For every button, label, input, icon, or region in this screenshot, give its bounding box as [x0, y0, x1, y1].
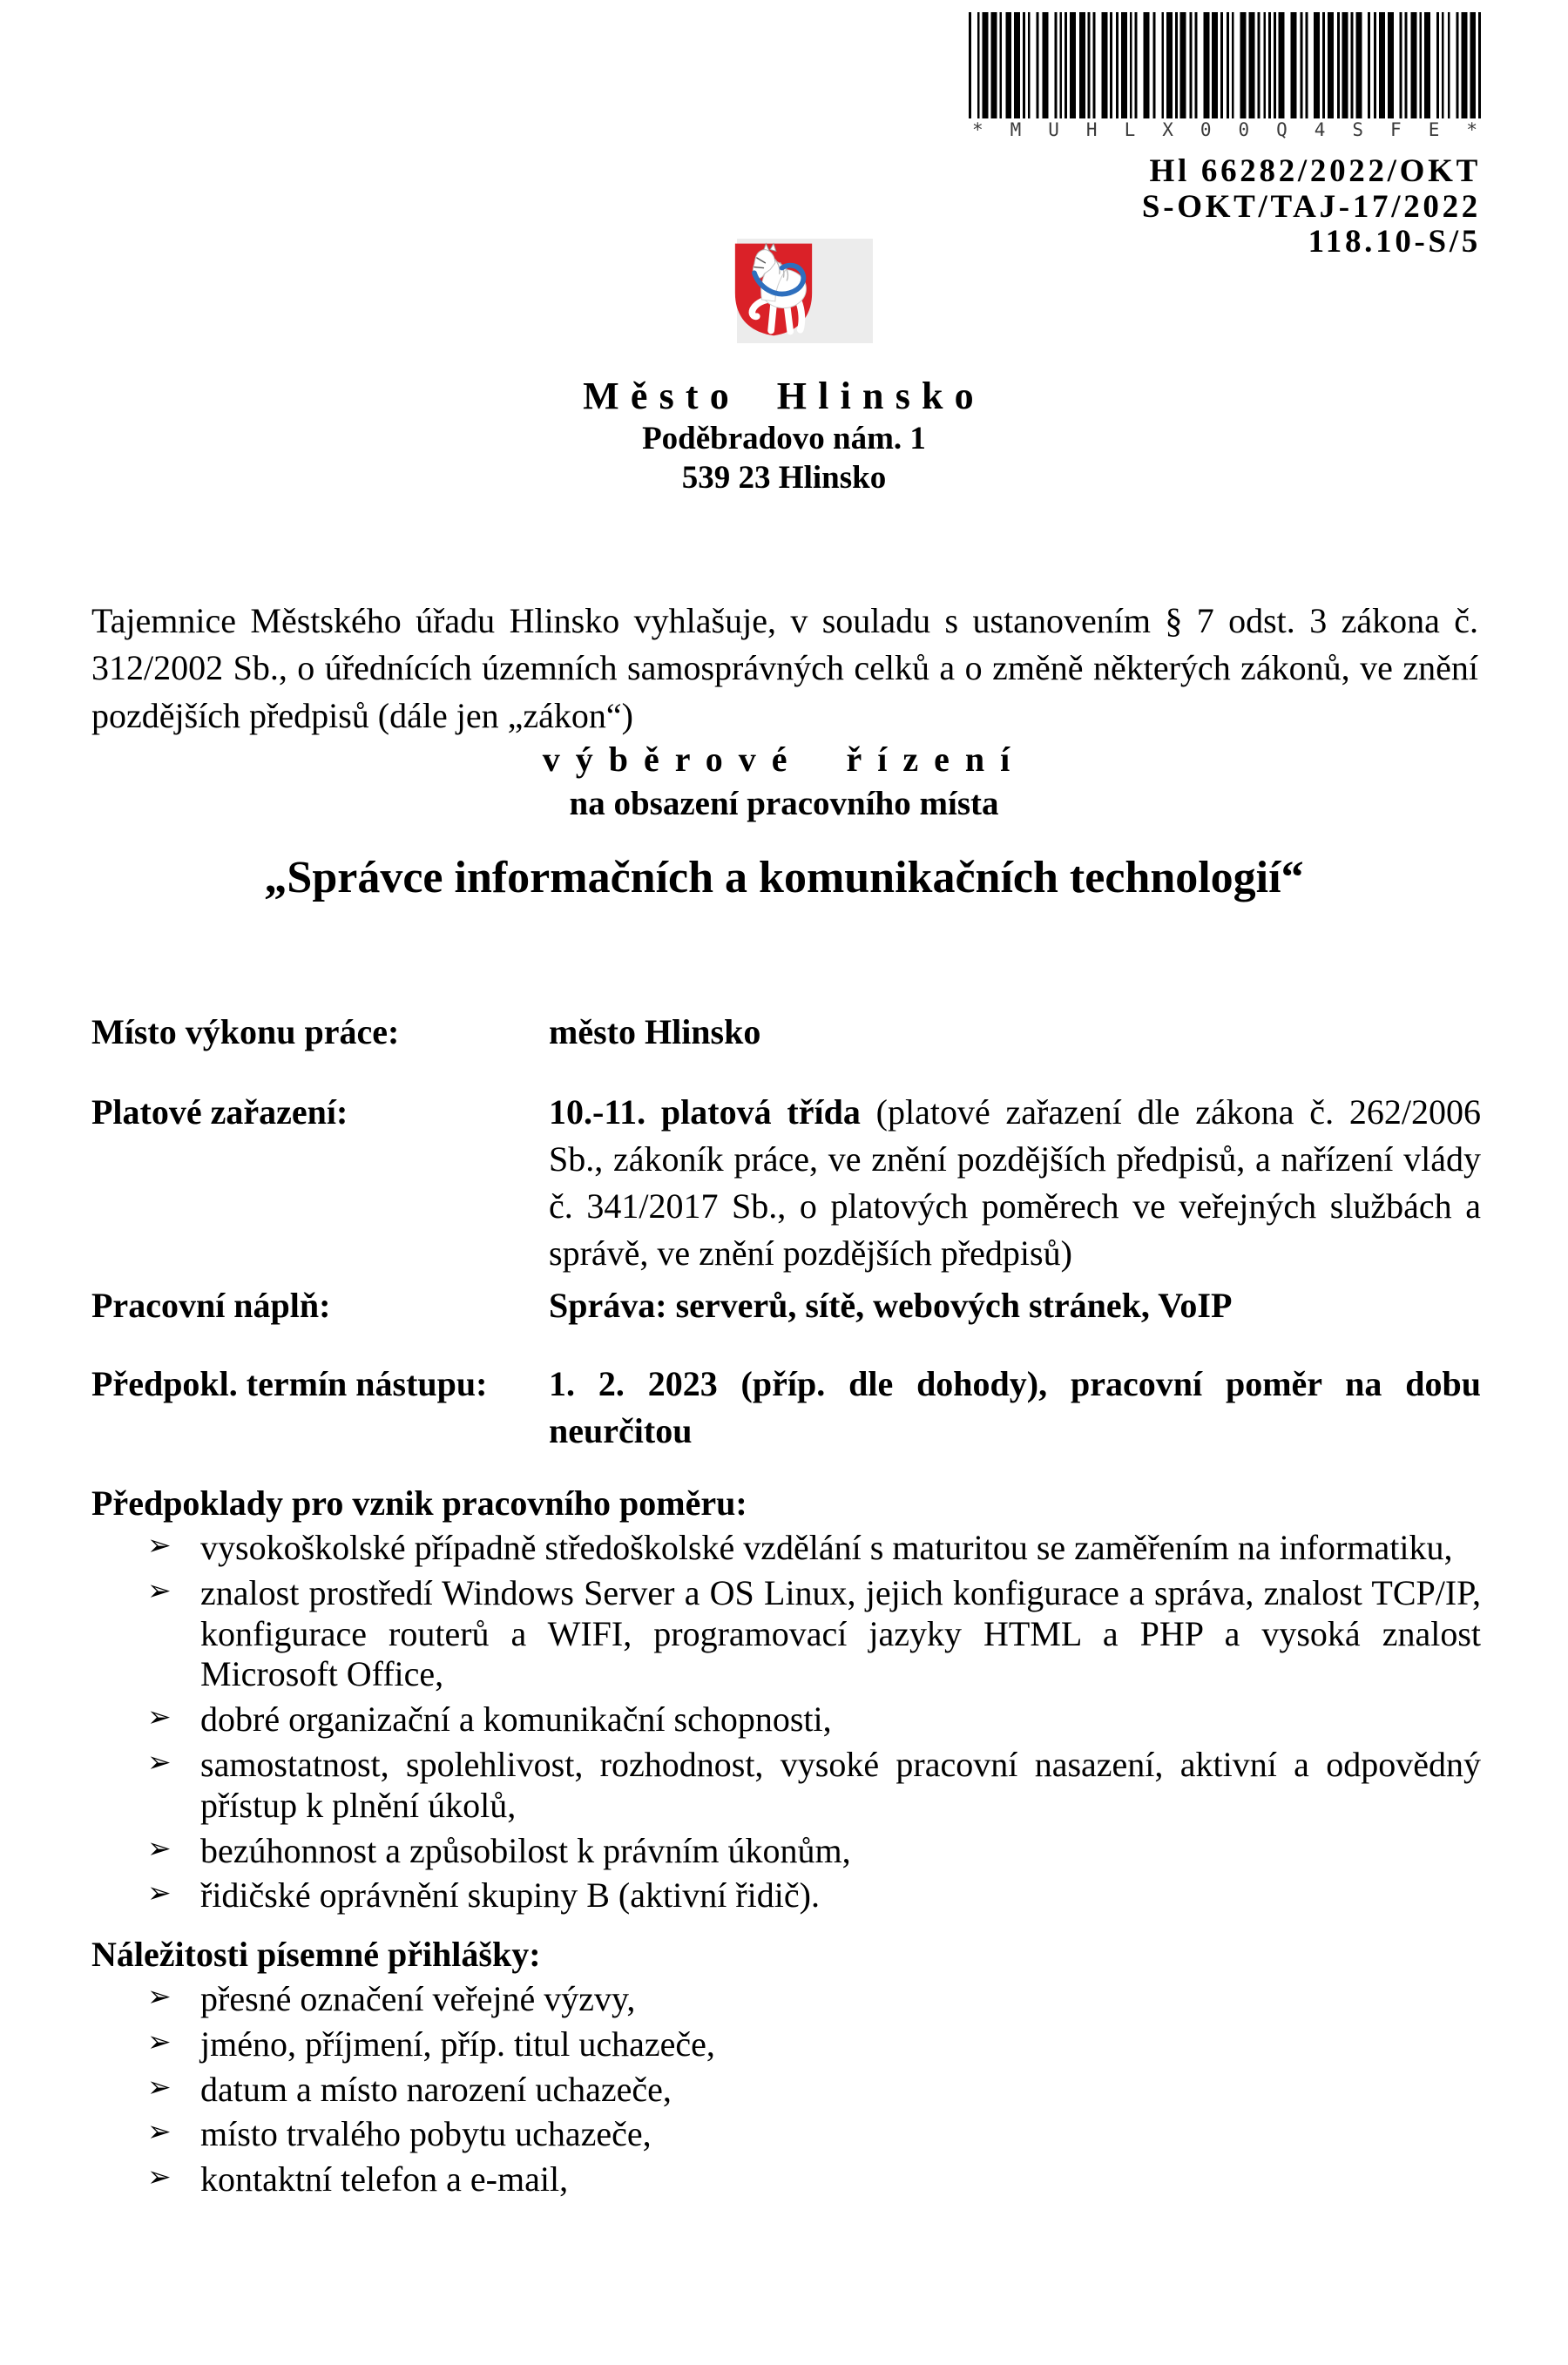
- org-address-street: Poděbradovo nám. 1: [642, 420, 926, 456]
- barcode-char: M: [1010, 119, 1022, 140]
- reference-numbers: [969, 154, 1481, 260]
- reference-line: S-OKT/TAJ-17/2022: [1141, 188, 1481, 225]
- job-title: „Správce informačních a komunikačních technologií“: [264, 853, 1304, 902]
- list-item: ➢ kontaktní telefon a e-mail,: [147, 2159, 569, 2199]
- barcode-block: [969, 12, 1481, 260]
- list-item: ➢ řidičské oprávnění skupiny B (aktivní řidič).: [147, 1875, 820, 1916]
- application-list: [91, 1979, 1481, 2200]
- detail-value: 1. 2. 2023 (příp. dle dohody), pracovní poměr na dobu neurčitou: [549, 1364, 1481, 1450]
- barcode-char: Q: [1276, 119, 1288, 140]
- arrow-bullet-icon: ➢: [147, 1830, 172, 1865]
- detail-value: Správa: serverů, sítě, webových stránek, VoIP: [549, 1286, 1233, 1325]
- barcode-char: *: [1466, 119, 1477, 140]
- section-heading: Předpoklady pro vznik pracovního poměru:: [91, 1483, 747, 1523]
- barcode-char: S: [1352, 119, 1364, 140]
- list-item: ➢ přesné označení veřejné výzvy,: [147, 1979, 636, 2018]
- list-item: ➢ bezúhonnost a způsobilost k právním úkonům,: [147, 1830, 851, 1870]
- arrow-bullet-icon: ➢: [147, 2069, 172, 2104]
- detail-value: město Hlinsko: [549, 1012, 761, 1051]
- arrow-bullet-icon: ➢: [147, 2024, 172, 2058]
- code39-barcode-icon: [969, 12, 1481, 118]
- barcode-char: L: [1124, 119, 1136, 140]
- detail-label: Platové zařazení:: [91, 1092, 348, 1132]
- barcode-char: 0: [1238, 119, 1250, 140]
- list-item: ➢ datum a místo narození uchazeče,: [147, 2069, 672, 2109]
- list-item: ➢ jméno, příjmení, příp. titul uchazeče,: [147, 2024, 715, 2064]
- requirements-list: [91, 1528, 1481, 1916]
- arrow-bullet-icon: ➢: [147, 1744, 172, 1779]
- org-address-city: 539 23 Hlinsko: [681, 459, 887, 496]
- detail-label: Předpokl. termín nástupu:: [91, 1364, 488, 1403]
- barcode-char: H: [1085, 119, 1098, 140]
- arrow-bullet-icon: ➢: [147, 1875, 172, 1910]
- announcement: [0, 737, 1568, 827]
- barcode-char: 4: [1314, 119, 1326, 140]
- list-item: ➢ dobré organizační a komunikační schopnosti,: [147, 1699, 832, 1740]
- detail-label: Pracovní náplň:: [91, 1286, 331, 1325]
- barcode-char: *: [972, 119, 983, 140]
- barcode-char: U: [1048, 119, 1059, 140]
- org-header: [0, 375, 1568, 497]
- barcode-char: E: [1428, 119, 1440, 140]
- announcement-procedure: výběrové řízení: [542, 740, 1026, 779]
- detail-label: Místo výkonu práce:: [91, 1012, 400, 1051]
- arrow-bullet-icon: ➢: [147, 1699, 172, 1734]
- barcode-char: F: [1390, 119, 1402, 140]
- intro-paragraph: Tajemnice Městského úřadu Hlinsko vyhlašuje, v souladu s ustanovením § 7 odst. 3 zákona č. 312/2002 Sb., o úřednících územních samosprávných celků a o změně některých zákonů, ve znění pozdějších předpisů (dále jen „zákon“): [91, 601, 1478, 735]
- reference-line: Hl 66282/2022/OKT: [1149, 153, 1481, 189]
- barcode-text: [969, 119, 1481, 140]
- detail-row-place: [91, 1009, 1481, 1056]
- city-crest-icon: [732, 240, 815, 338]
- arrow-bullet-icon: ➢: [147, 1528, 172, 1562]
- arrow-bullet-icon: ➢: [147, 1572, 172, 1607]
- detail-value: 10.-11. platová třída (platové zařazení dle zákona č. 262/2006 Sb., zákoník práce, ve znění pozdějších předpisů, a nařízení vlády č. 341/2017 Sb., o platových poměrech ve veřejných službách a správě, ve znění pozdějších předpisů): [549, 1092, 1481, 1273]
- list-item: ➢ místo trvalého pobytu uchazeče,: [147, 2114, 652, 2154]
- org-name: Město Hlinsko: [583, 375, 985, 417]
- barcode-char: X: [1162, 119, 1173, 140]
- section-requirements: [91, 1481, 1481, 1921]
- section-heading: Náležitosti písemné přihlášky:: [91, 1935, 541, 1974]
- detail-row-duties: [91, 1282, 1481, 1329]
- list-item: ➢ samostatnost, spolehlivost, rozhodnost, vysoké pracovní nasazení, aktivní a odpovědný přístup k plnění úkolů,: [147, 1744, 1481, 1825]
- arrow-bullet-icon: ➢: [147, 2159, 172, 2194]
- list-item: ➢ vysokoškolské případně středoškolské vzdělání s maturitou se zaměřením na informatiku,: [147, 1528, 1453, 1567]
- arrow-bullet-icon: ➢: [147, 1979, 172, 2013]
- section-application: [91, 1932, 1481, 2205]
- list-item: ➢ znalost prostředí Windows Server a OS Linux, jejich konfigurace a správa, znalost TCP/IP, konfigurace routerů a WIFI, programovací jazyky HTML a PHP a vysoká znalost Microsoft Office,: [147, 1572, 1481, 1694]
- reference-line: 118.10-S/5: [1308, 224, 1481, 260]
- barcode-char: 0: [1200, 119, 1212, 140]
- detail-row-salary: [91, 1089, 1481, 1277]
- detail-row-start-date: [91, 1361, 1481, 1455]
- arrow-bullet-icon: ➢: [147, 2114, 172, 2149]
- announcement-subtitle: na obsazení pracovního místa: [569, 785, 999, 822]
